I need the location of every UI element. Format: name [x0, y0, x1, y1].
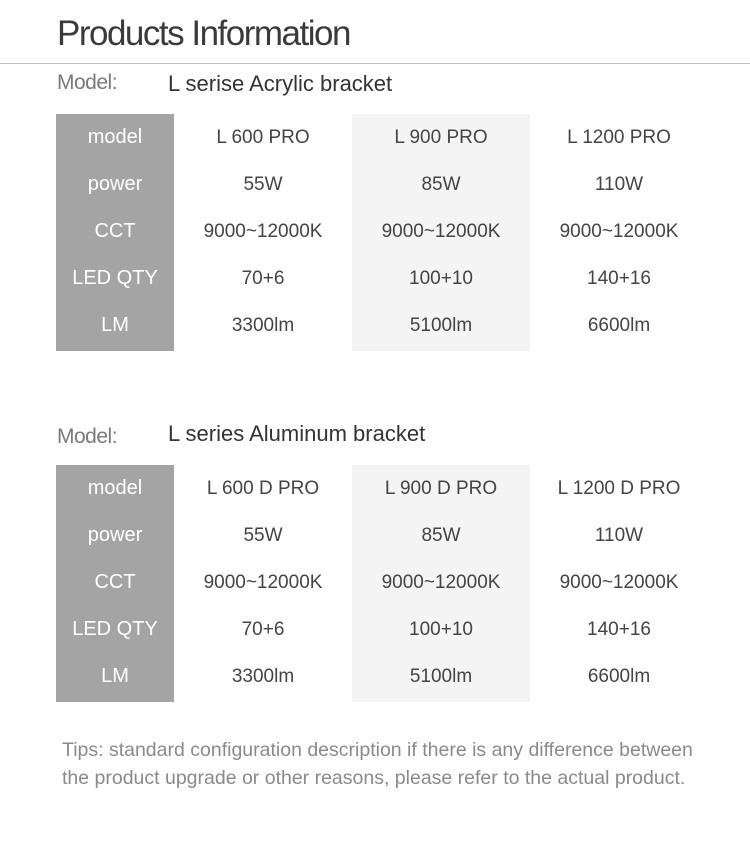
cell-model: L 1200 PRO — [567, 127, 671, 148]
cell-lm: 3300lm — [231, 666, 295, 687]
model-label: Model: — [57, 425, 118, 448]
cell-led-qty: 100+10 — [409, 268, 473, 289]
row-label-led-qty: LED QTY — [72, 267, 158, 289]
row-label-power: power — [87, 173, 143, 195]
series-name: L series Aluminum bracket — [168, 421, 426, 446]
cell-cct: 9000~12000K — [381, 221, 501, 242]
cell-led-qty: 70+6 — [241, 619, 285, 640]
cell-model: L 600 PRO — [216, 127, 310, 148]
row-label-model: model — [87, 477, 143, 499]
cell-led-qty: 140+16 — [587, 268, 651, 289]
cell-cct: 9000~12000K — [203, 221, 323, 242]
spec-table — [56, 465, 708, 702]
cell-cct: 9000~12000K — [559, 221, 679, 242]
cell-lm: 6600lm — [587, 666, 651, 687]
cell-power: 85W — [421, 525, 461, 546]
row-label-lm: LM — [101, 314, 129, 336]
cell-led-qty: 70+6 — [241, 268, 285, 289]
cell-power: 85W — [421, 174, 461, 195]
cell-model: L 1200 D PRO — [557, 478, 681, 499]
series-name: L serise Acrylic bracket — [168, 71, 393, 96]
cell-power: 55W — [243, 174, 283, 195]
tips-note: Tips: standard configuration description if there is any difference between the product upgrade or other reasons, please refer to the actual product. — [62, 739, 693, 789]
cell-cct: 9000~12000K — [559, 572, 679, 593]
cell-lm: 6600lm — [587, 315, 651, 336]
cell-cct: 9000~12000K — [381, 572, 501, 593]
model-label: Model: — [57, 71, 118, 94]
row-label-cct: CCT — [94, 220, 136, 242]
cell-led-qty: 100+10 — [409, 619, 473, 640]
row-label-led-qty: LED QTY — [72, 618, 158, 640]
cell-model: L 600 D PRO — [206, 478, 320, 499]
cell-led-qty: 140+16 — [587, 619, 651, 640]
title-divider — [0, 63, 750, 64]
row-label-power: power — [87, 524, 143, 546]
spec-table — [56, 114, 708, 351]
cell-cct: 9000~12000K — [203, 572, 323, 593]
page-title: Products Information — [57, 14, 350, 53]
cell-power: 55W — [243, 525, 283, 546]
cell-model: L 900 PRO — [394, 127, 488, 148]
cell-model: L 900 D PRO — [384, 478, 498, 499]
cell-lm: 5100lm — [409, 315, 473, 336]
cell-power: 110W — [594, 174, 644, 195]
cell-power: 110W — [594, 525, 644, 546]
row-label-cct: CCT — [94, 571, 136, 593]
row-label-lm: LM — [101, 665, 129, 687]
cell-lm: 3300lm — [231, 315, 295, 336]
row-label-model: model — [87, 126, 143, 148]
cell-lm: 5100lm — [409, 666, 473, 687]
